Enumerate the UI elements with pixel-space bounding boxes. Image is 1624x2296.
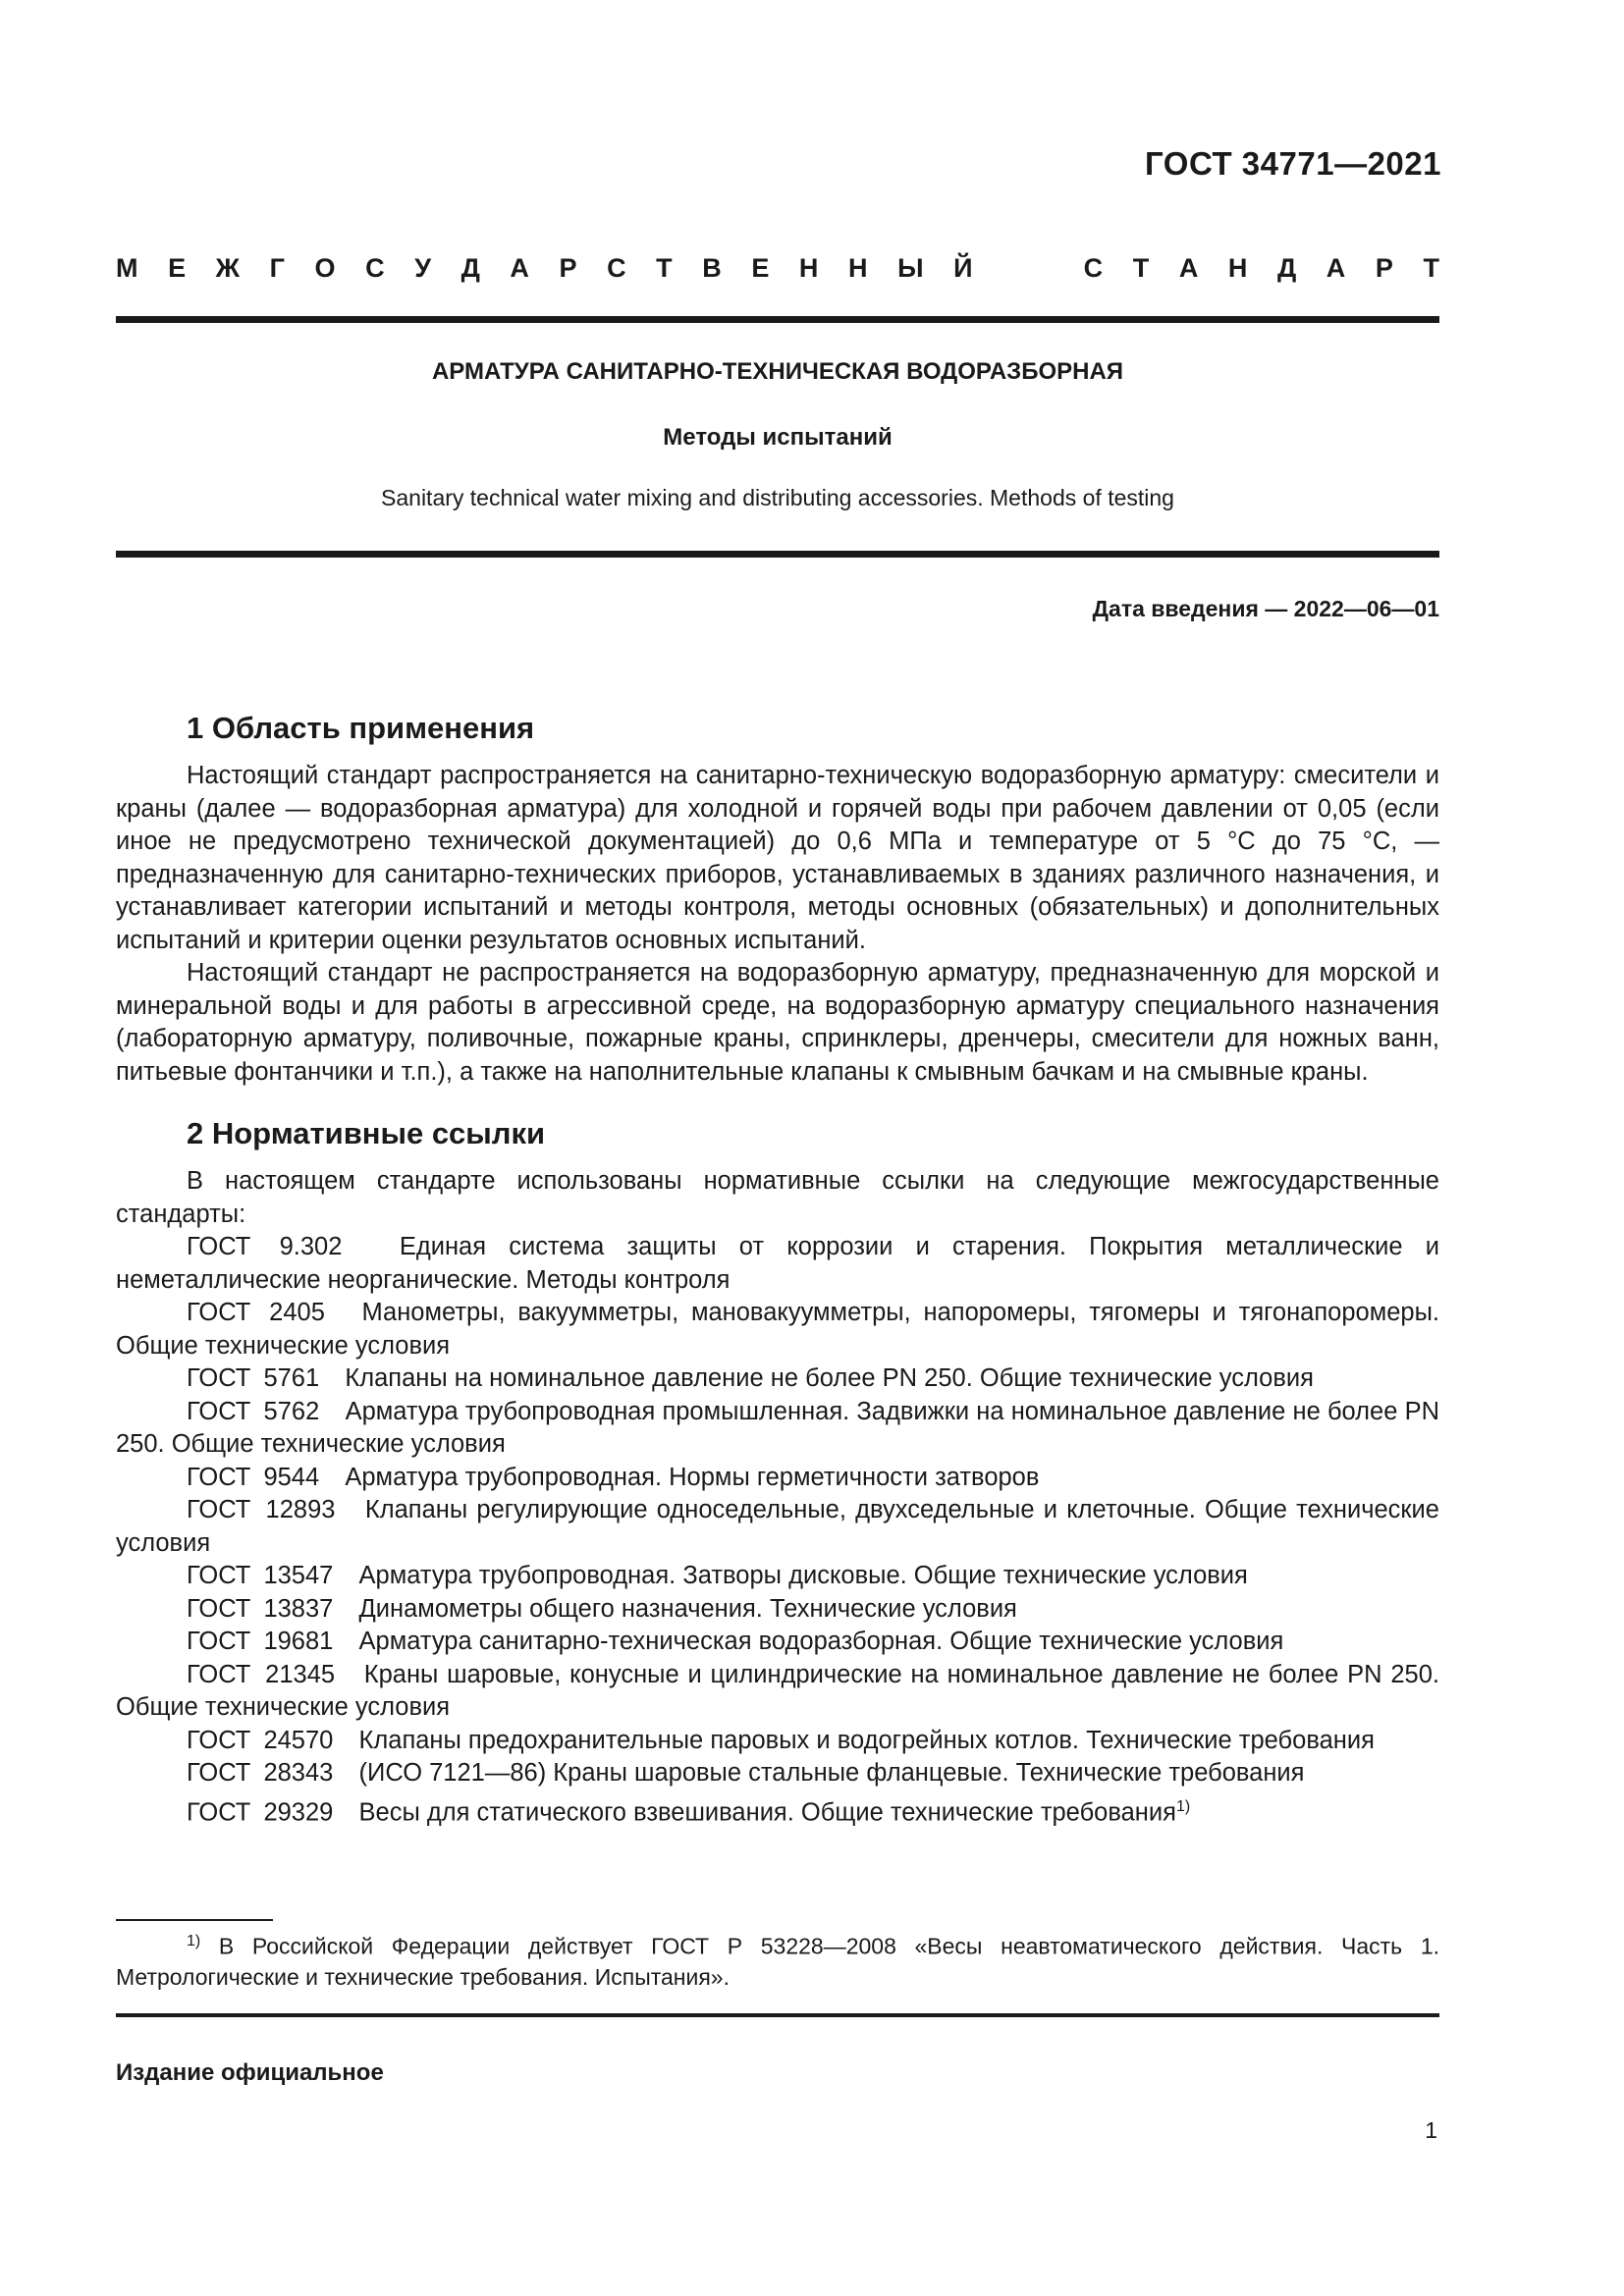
reference-item [116, 1396, 1439, 1462]
reference-code: ГОСТ 29329 [187, 1798, 334, 1826]
banner-letter: В [702, 253, 722, 283]
reference-code: ГОСТ 5761 [187, 1364, 320, 1392]
gost-code: ГОСТ 34771—2021 [1145, 145, 1441, 182]
banner-letter: Ы [897, 253, 924, 283]
banner-letter: Ж [215, 253, 241, 283]
reference-code: ГОСТ 19681 [187, 1628, 334, 1655]
banner-letter: Р [1375, 253, 1393, 283]
banner-letter: Н [848, 253, 868, 283]
reference-item [116, 1790, 1439, 1830]
reference-code: ГОСТ 5762 [187, 1397, 320, 1425]
reference-item [116, 1362, 1439, 1396]
banner-letter: С [365, 253, 385, 283]
reference-title: Клапаны на номинальное давление не более PN 250. Общие технические условия [345, 1364, 1314, 1392]
reference-item [116, 1626, 1439, 1659]
banner-letter: А [510, 253, 529, 283]
reference-title: Весы для статического взвешивания. Общие технические требования [358, 1798, 1176, 1826]
footer-rule [116, 2013, 1439, 2017]
banner-letter: Р [559, 253, 577, 283]
reference-title: Арматура трубопроводная промышленная. Задвижки на номинальное давление не более PN 250. Общие технические условия [116, 1397, 1440, 1458]
banner-letter: О [314, 253, 336, 283]
footnote-mark: 1) [187, 1933, 201, 1949]
reference-code: ГОСТ 24570 [187, 1726, 334, 1754]
reference-code: ГОСТ 9544 [187, 1463, 320, 1491]
reference-title: (ИСО 7121—86) Краны шаровые стальные фланцевые. Технические требования [358, 1759, 1305, 1787]
banner-letter: Н [1227, 253, 1248, 283]
banner-letter: Е [751, 253, 770, 283]
reference-title: Клапаны регулирующие односедельные, двухседельные и клеточные. Общие технические условия [116, 1496, 1439, 1557]
reference-title: Клапаны предохранительные паровых и водогрейных котлов. Технические требования [358, 1726, 1375, 1754]
reference-item [116, 1757, 1439, 1790]
section-heading: 2 Нормативные ссылки [187, 1116, 546, 1150]
banner-letter: Т [1132, 253, 1150, 283]
banner-spacer [1002, 253, 1054, 284]
document-subtitle: Методы испытаний [663, 424, 893, 451]
reference-code: ГОСТ 2405 [187, 1299, 325, 1326]
reference-item [116, 1297, 1439, 1362]
reference-title: Арматура трубопроводная. Затворы дисковые. Общие технические условия [358, 1562, 1248, 1589]
reference-item [116, 1593, 1439, 1627]
document-body [116, 709, 1439, 1830]
reference-item [116, 1494, 1439, 1560]
reference-code: ГОСТ 28343 [187, 1759, 334, 1787]
reference-item [116, 1560, 1439, 1593]
paragraph: Настоящий стандарт не распространяется на водоразборную арматуру, предназначенную для морской и минеральной воды и для работы в агрессивной среде, на водоразборную арматуру специального назначения (лабораторную арматуру, поливочные, пожарные краны, спринклеры, дренчеры, смесители для ножных ванн, питьевые фонтанчики и т.п.), а также на наполнительные клапаны к смывным бачкам и на смывные краны. [116, 959, 1439, 1086]
reference-code: ГОСТ 13837 [187, 1594, 334, 1623]
reference-item [116, 1462, 1439, 1495]
reference-code: ГОСТ 9.302 [187, 1233, 343, 1260]
reference-title: Арматура санитарно-техническая водоразборная. Общие технические условия [358, 1628, 1284, 1655]
banner-letter: М [116, 253, 138, 283]
reference-code: ГОСТ 21345 [187, 1660, 336, 1688]
footnote [116, 1926, 1439, 1993]
reference-title: Единая система защиты от коррозии и старения. Покрытия металлические и неметаллические неорганические. Методы контроля [116, 1233, 1440, 1294]
banner-letter: С [607, 253, 626, 283]
title-rule [116, 551, 1439, 558]
banner-letter: Д [460, 253, 480, 283]
banner-letter: У [414, 253, 432, 283]
banner-letter: А [1326, 253, 1346, 283]
document-title-english: Sanitary technical water mixing and distributing accessories. Methods of testing [381, 485, 1174, 510]
document-title: АРМАТУРА САНИТАРНО-ТЕХНИЧЕСКАЯ ВОДОРАЗБОРНАЯ [431, 358, 1124, 385]
reference-item [116, 1659, 1439, 1725]
standard-kind-banner [116, 253, 1439, 284]
footnote-mark[interactable]: 1) [1175, 1797, 1191, 1815]
banner-letter: Е [168, 253, 187, 283]
official-edition-label: Издание официальное [116, 2059, 384, 2086]
banner-letter: Г [269, 253, 285, 283]
banner-letter: Т [656, 253, 673, 283]
reference-title: Краны шаровые, конусные и цилиндрические на номинальное давление не более PN 250. Общие технические условия [116, 1660, 1439, 1721]
reference-item [116, 1231, 1439, 1297]
footnote-separator [116, 1919, 273, 1921]
banner-letter: А [1178, 253, 1199, 283]
reference-title: Арматура трубопроводная. Нормы герметичности затворов [345, 1463, 1040, 1491]
banner-letter: Д [1276, 253, 1297, 283]
banner-letter: Н [798, 253, 819, 283]
reference-title: Манометры, вакуумметры, мановакуумметры, напоромеры, тягомеры и тягонапоромеры. Общие технические условия [116, 1299, 1440, 1360]
reference-code: ГОСТ 12893 [187, 1496, 336, 1523]
introduction-date: Дата введения — 2022—06—01 [1092, 596, 1439, 621]
reference-item [116, 1725, 1439, 1758]
header-rule [116, 316, 1439, 323]
reference-list [116, 1231, 1439, 1830]
reference-title: Динамометры общего назначения. Технические условия [358, 1594, 1017, 1623]
banner-letter: С [1083, 253, 1104, 283]
section-heading: 1 Область применения [187, 711, 535, 745]
page-number: 1 [1425, 2117, 1437, 2143]
banner-letter: Т [1423, 253, 1439, 283]
paragraph: Настоящий стандарт распространяется на санитарно-техническую водоразборную арматуру: смесители и краны (далее — водоразборная арматура) для холодной и горячей воды при рабочем давлении от 0,05 (если иное не предусмотрено технической документацией) до 0,6 МПа и температуре от 5 °С до 75 °С, — предназначенную для санитарно-технических приборов, устанавливаемых в зданиях различного назначения, и устанавливает категории испытаний и методы контроля, методы основных (обязательных) и дополнительных испытаний и критерии оценки результатов основных испытаний. [116, 762, 1439, 954]
banner-letter: Й [953, 253, 973, 283]
paragraph: В настоящем стандарте использованы нормативные ссылки на следующие межгосударственные стандарты: [116, 1167, 1439, 1228]
footnote-text: В Российской Федерации действует ГОСТ Р 53228—2008 «Весы неавтоматического действия. Часть 1. Метрологические и технические требования. Испытания». [116, 1933, 1439, 1990]
reference-code: ГОСТ 13547 [187, 1562, 334, 1589]
